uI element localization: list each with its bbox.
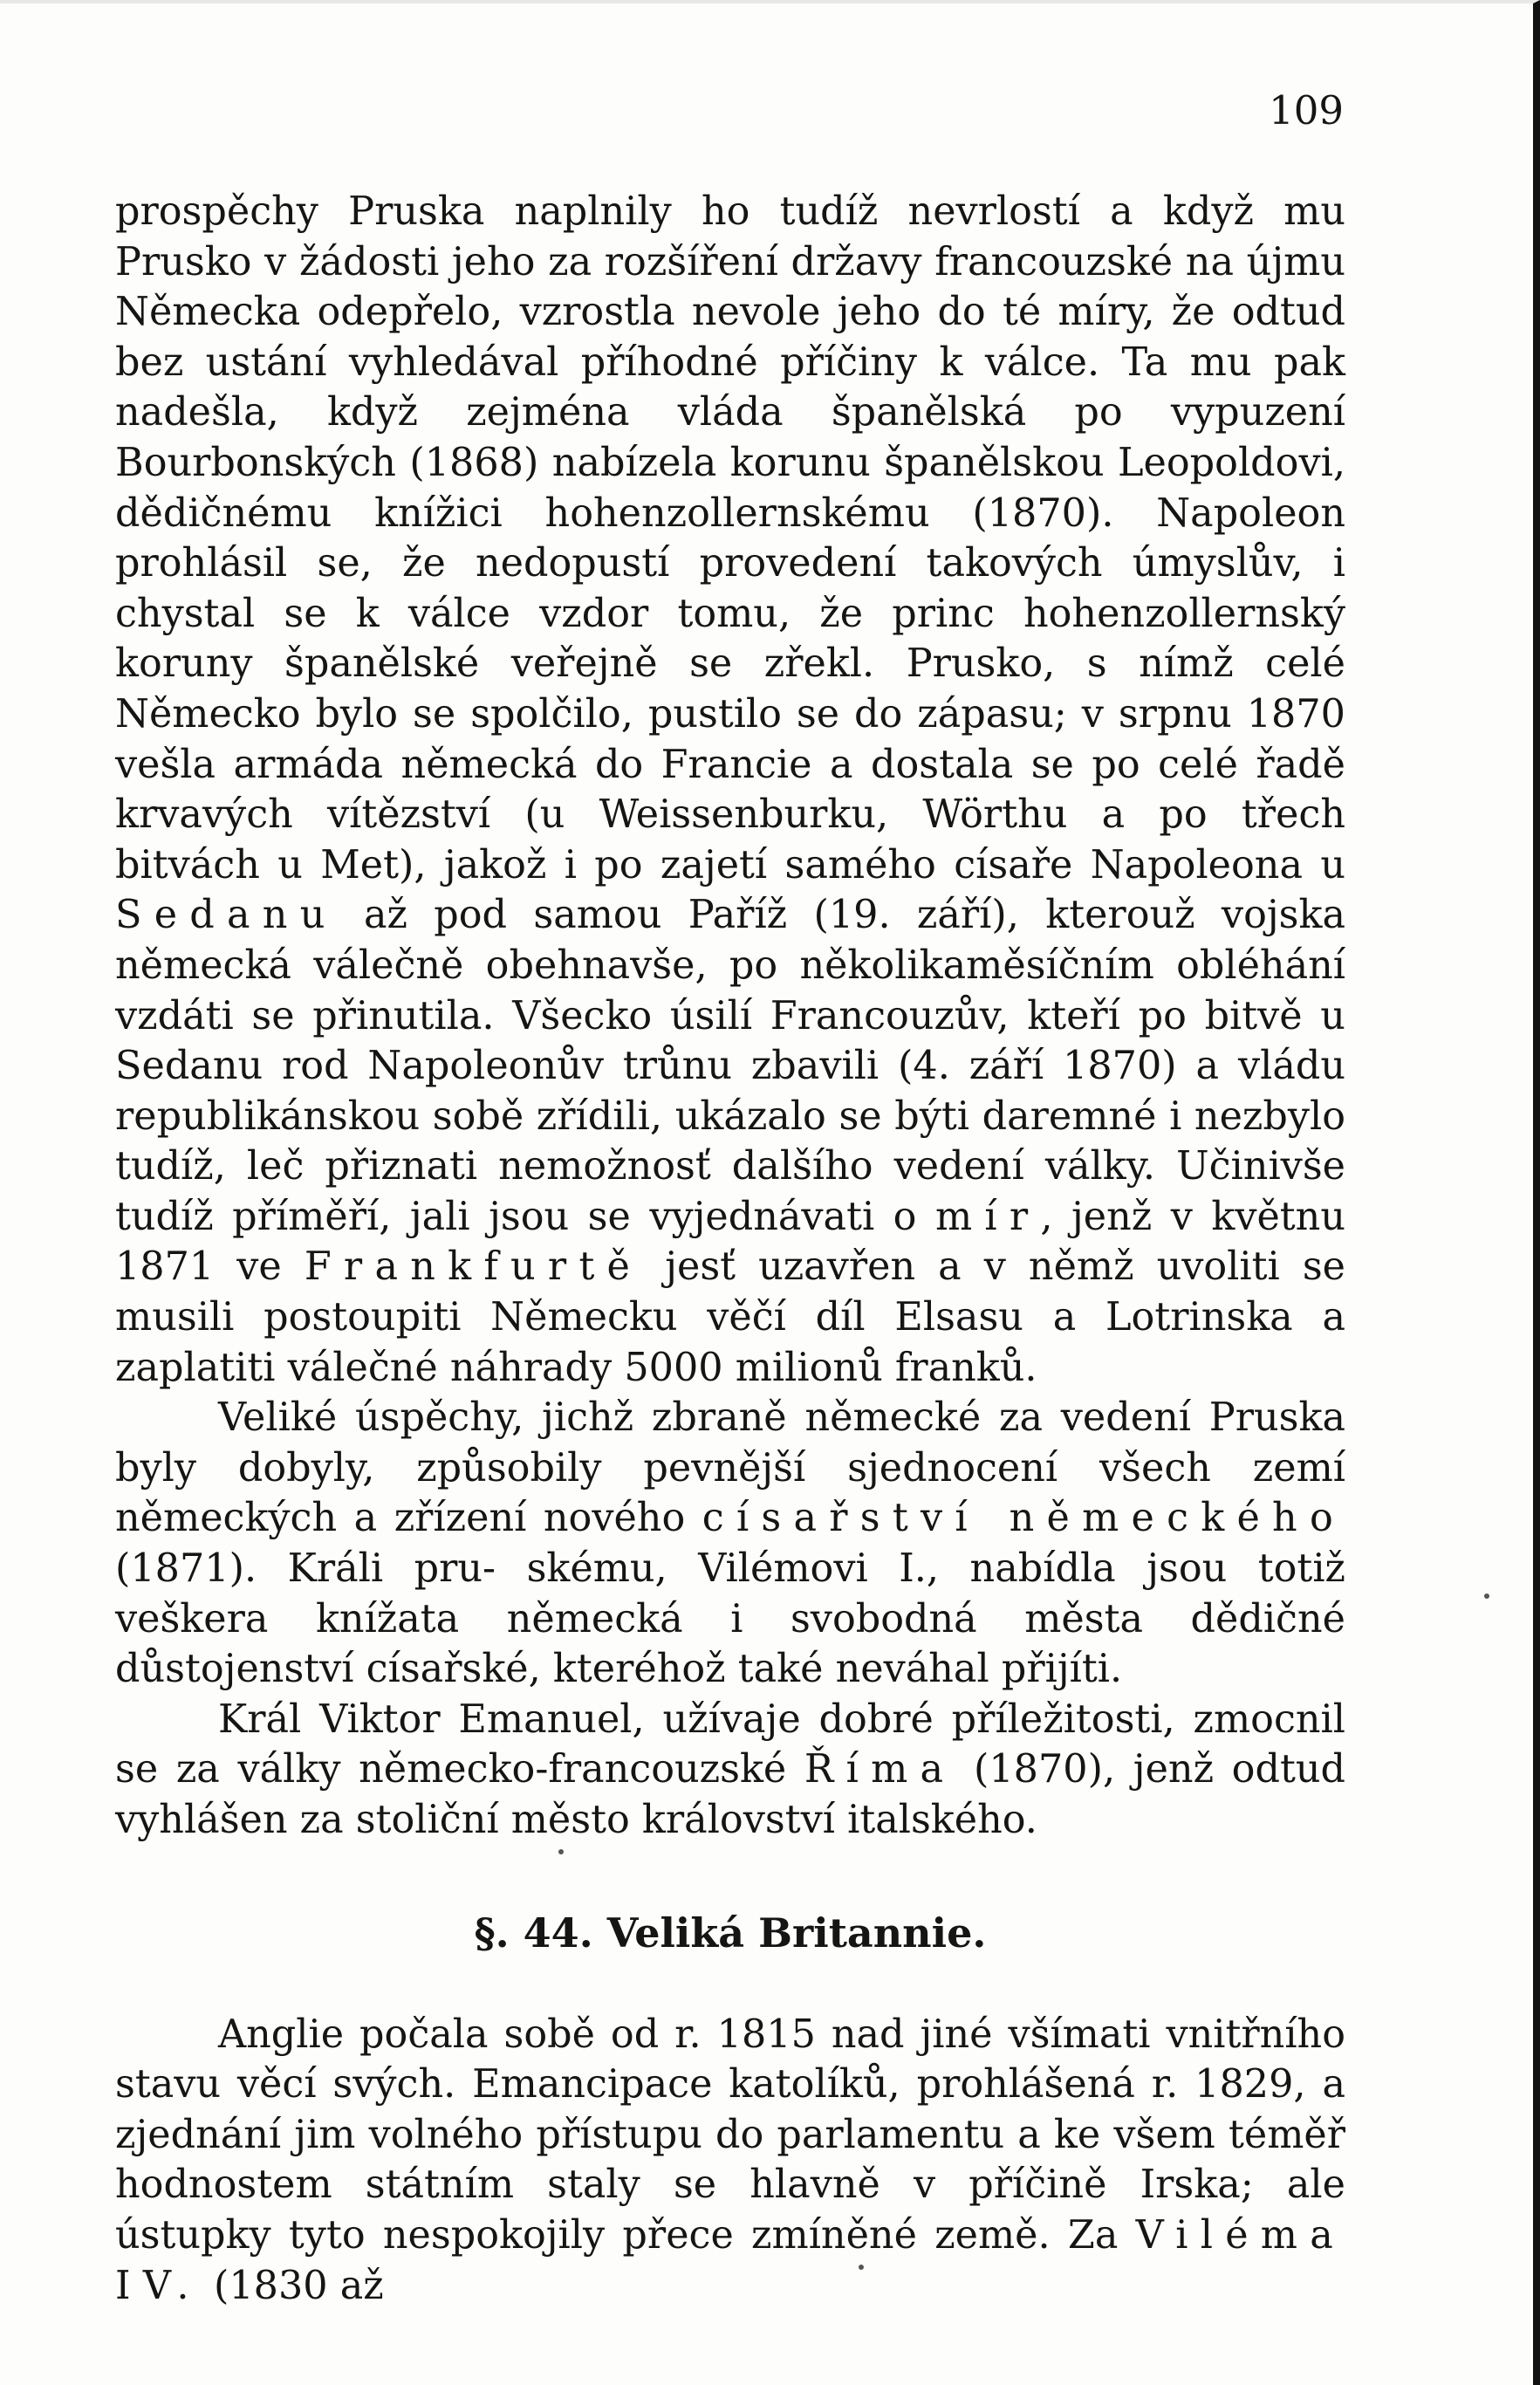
text-line: nabízela korunu španělskou Leopoldovi, dědičnému knížici xyxy=(115,440,1345,536)
spaced-emphasis-cisarstvi: císařství německého xyxy=(702,1496,1345,1541)
spaced-emphasis-vilema: Viléma IV. xyxy=(115,2212,1345,2308)
text-line: se musili postoupiti Německu věčí díl Elsasu a Lotrinska xyxy=(115,1244,1345,1340)
text-line: a vládu republikánskou sobě zřídili, ukázalo se býti daremné xyxy=(115,1044,1345,1139)
text-line: tyto nespokojily přece zmíněné země. Za xyxy=(288,2212,1119,2258)
text-line: neváhal přijíti. xyxy=(835,1647,1123,1692)
text-line: bitvě u Sedanu rod Napoleonův trůnu zbavili (4. září 1870) xyxy=(115,993,1345,1089)
text-line: Wörthu a po třech bitvách u Met), jakož i po zajetí samého xyxy=(115,792,1345,888)
text-line: zejména vláda španělská po vypuzení Bourbonských (1868) xyxy=(115,390,1345,485)
text-line: Prusko, s nímž celé Německo bylo se spolčilo, pustilo se do xyxy=(115,641,1346,737)
spaced-emphasis-rima: Říma xyxy=(804,1747,956,1792)
text-line: obléhání vzdáti se přinutila. Všecko úsilí Francouzův, kteří po xyxy=(115,942,1345,1038)
text-line: v květnu 1871 ve xyxy=(115,1194,1345,1290)
text-line: Veliké úspěchy, jichž zbraně německé za vedení Pruska xyxy=(218,1395,1345,1441)
text-line: byly dobyly, způsobily pevnější sjednocení všech zemí německých xyxy=(115,1445,1345,1541)
text-line: i nezbylo tudíž, leč přiznati nemožnosť dalšího vedení války. xyxy=(115,1093,1346,1189)
page-number: 109 xyxy=(1269,87,1344,134)
text-line: provedení takových úmyslův, i chystal se k válce vzdor tomu, xyxy=(115,541,1345,636)
text-line: se za války německo-francouzské xyxy=(115,1747,787,1792)
spaced-emphasis-frankfurt: Frankfurtě xyxy=(304,1244,643,1290)
speck-mark xyxy=(1484,1593,1489,1599)
text-line: až pod samou Paříž (19. září), xyxy=(363,893,1019,938)
text-line: prospěchy Pruska naplnily ho tudíž nevrlostí a když mu Prusko xyxy=(115,189,1345,284)
text-block xyxy=(115,187,1345,2311)
paragraph-1 xyxy=(115,187,1345,1393)
text-line: a zaplatiti válečné náhrady 5000 milionů franků. xyxy=(115,1295,1345,1390)
text-line: hohenzollernskému (1870). Napoleon prohlásil se, že nedopustí xyxy=(115,490,1345,586)
spaced-emphasis-mir: mír xyxy=(934,1194,1041,1239)
text-line: vyhlášen za stoliční město království italského. xyxy=(115,1798,1037,1842)
text-line: že princ hohenzollernský koruny španělské veřejně se zřekl. xyxy=(115,591,1345,687)
text-line: (1871). Králi pru- xyxy=(115,1546,496,1592)
paragraph-4 xyxy=(115,2010,1345,2312)
text-line: a dostala se po celé řadě krvavých vítězství (u Weissenburku, xyxy=(115,742,1345,838)
text-line: , jenž xyxy=(1040,1194,1153,1239)
text-line: (1870), jenž odtud xyxy=(974,1747,1345,1792)
text-line: Anglie počala sobě od r. 1815 nad jiné všímati vnitřního xyxy=(218,2011,1345,2057)
text-line: Král Viktor Emanuel, užívaje dobré příležitosti, zmocnil xyxy=(218,1696,1345,1742)
text-line: a zřízení nového xyxy=(353,1496,686,1541)
text-line: (1830 až xyxy=(213,2263,384,2308)
text-line: vyhledával příhodné příčiny k válce. Ta mu pak nadešla, když xyxy=(115,339,1345,435)
paragraph-2 xyxy=(115,1393,1345,1695)
spaced-emphasis-sedan: Sedanu xyxy=(115,893,338,938)
text-line: odepřelo, vzrostla nevole jeho do té míry, že odtud bez ustání xyxy=(115,290,1345,385)
text-line: císaře Napoleona u xyxy=(954,842,1345,888)
paragraph-3 xyxy=(115,1695,1345,1846)
text-line: hodnostem státním staly se hlavně v příčině Irska; ale ústupky xyxy=(115,2162,1345,2258)
section-heading: §. 44. Veliká Britannie. xyxy=(474,1909,987,1957)
text-line: Učinivše tudíž příměří, jali jsou se vyjednávati o xyxy=(115,1144,1345,1239)
text-line: kterouž vojska německá válečně obehnavše, po několikaměsíčním xyxy=(115,893,1345,988)
speck-mark xyxy=(558,1849,564,1854)
text-line: v žádosti jeho za rozšíření državy francouzské na újmu Německa xyxy=(115,239,1345,335)
speck-mark xyxy=(859,2265,864,2270)
text-line: a zjednání jim volného přístupu do parlamentu a ke všem téměř xyxy=(115,2062,1345,2157)
text-line: zápasu; v srpnu 1870 vešla armáda německá do Francie xyxy=(115,691,1345,787)
text-line: jesť uzavřen a v němž uvoliti xyxy=(665,1244,1280,1290)
text-line: i svobodná města dědičné důstojenství císařské, kteréhož také xyxy=(115,1596,1345,1692)
text-line: skému, Vilémovi I., nabídla jsou totiž veškera knížata německá xyxy=(115,1546,1345,1641)
text-line: stavu věcí svých. Emancipace katolíků, prohlášená r. 1829, xyxy=(115,2062,1306,2107)
